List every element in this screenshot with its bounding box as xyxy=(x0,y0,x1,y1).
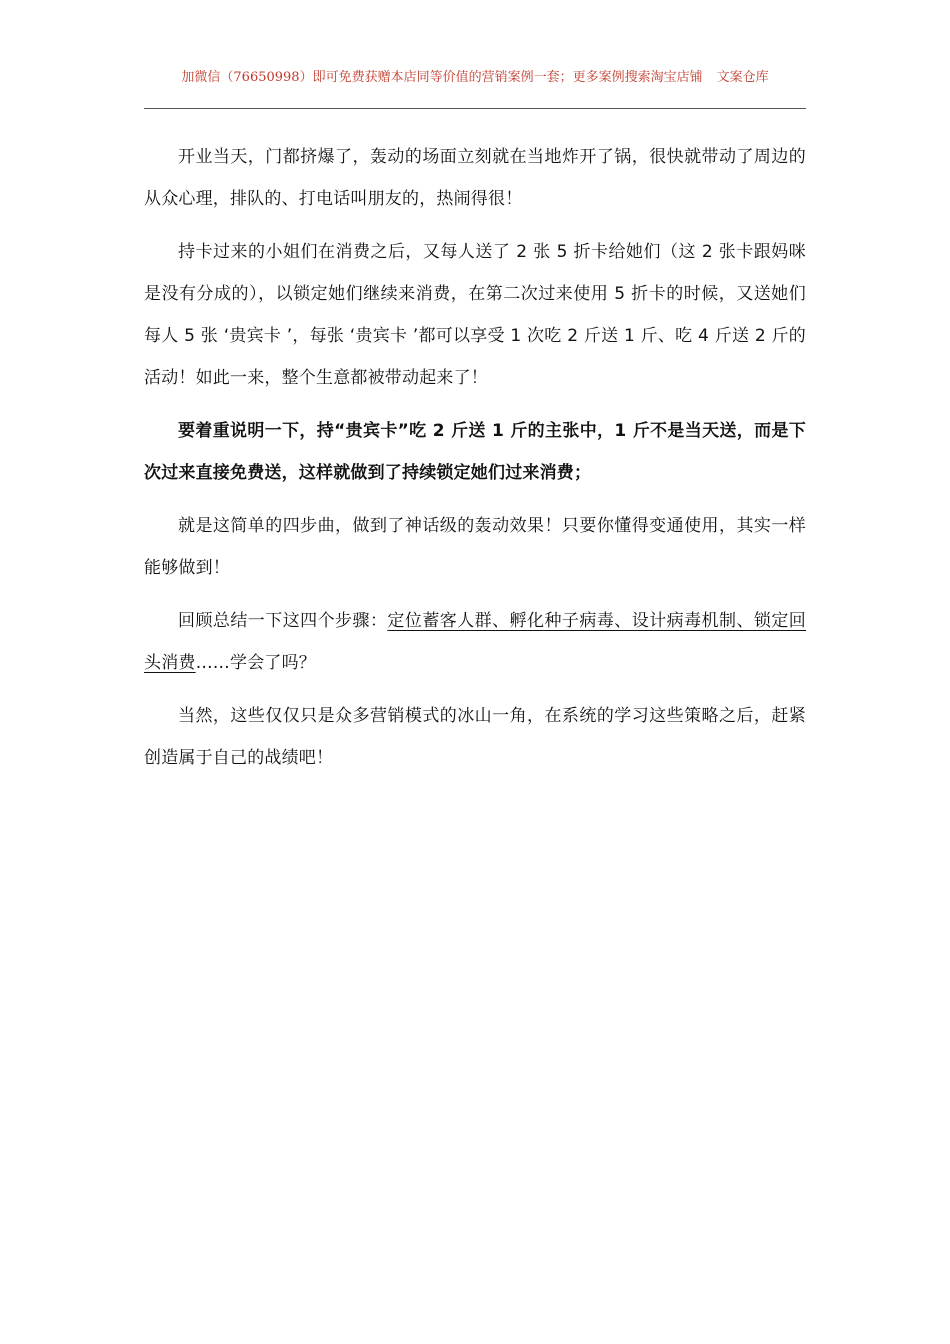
header-shop-name: 文案仓库 xyxy=(716,70,769,85)
paragraph-conclusion: 当然，这些仅仅只是众多营销模式的冰山一角，在系统的学习这些策略之后，赶紧创造属于自己的战绩吧！ xyxy=(144,706,806,768)
page-header xyxy=(144,66,806,85)
paragraph-summary xyxy=(144,600,806,684)
header-promo-text: 加微信（76650998）即可免费获赠本店同等价值的营销案例一套；更多案例搜索淘宝店铺 xyxy=(181,70,703,85)
paragraph-emphasis-note: 要着重说明一下，持“贵宾卡”吃 2 斤送 1 斤的主张中，1 斤不是当天送，而是下次过来直接免费送，这样就做到了持续锁定她们过来消费； xyxy=(144,421,806,483)
paragraph-four-steps: 就是这简单的四步曲，做到了神话级的轰动效果！只要你懂得变通使用，其实一样能够做到！ xyxy=(144,516,806,578)
paragraph-discount-cards: 持卡过来的小姐们在消费之后，又每人送了 2 张 5 折卡给她们（这 2 张卡跟妈咪是没有分成的），以锁定她们继续来消费，在第二次过来使用 5 折卡的时候，又送她们每人 5 张 ‘贵宾卡 ’，每张 ‘贵宾卡 ’都可以享受 1 次吃 2 斤送 1 斤、吃 4 斤送 2 斤的活动！如此一来，整个生意都被带动起来了！ xyxy=(144,242,806,388)
paragraph-opening-day: 开业当天，门都挤爆了，轰动的场面立刻就在当地炸开了锅，很快就带动了周边的从众心理，排队的、打电话叫朋友的，热闹得很！ xyxy=(144,147,806,209)
document-body xyxy=(144,136,806,790)
summary-suffix: ……学会了吗？ xyxy=(195,653,317,673)
summary-prefix: 回顾总结一下这四个步骤： xyxy=(178,611,388,631)
summary-steps: 定位蓄客人群、孵化种子病毒、设计病毒机制、锁定回头消费 xyxy=(144,611,806,673)
header-divider xyxy=(144,108,806,109)
